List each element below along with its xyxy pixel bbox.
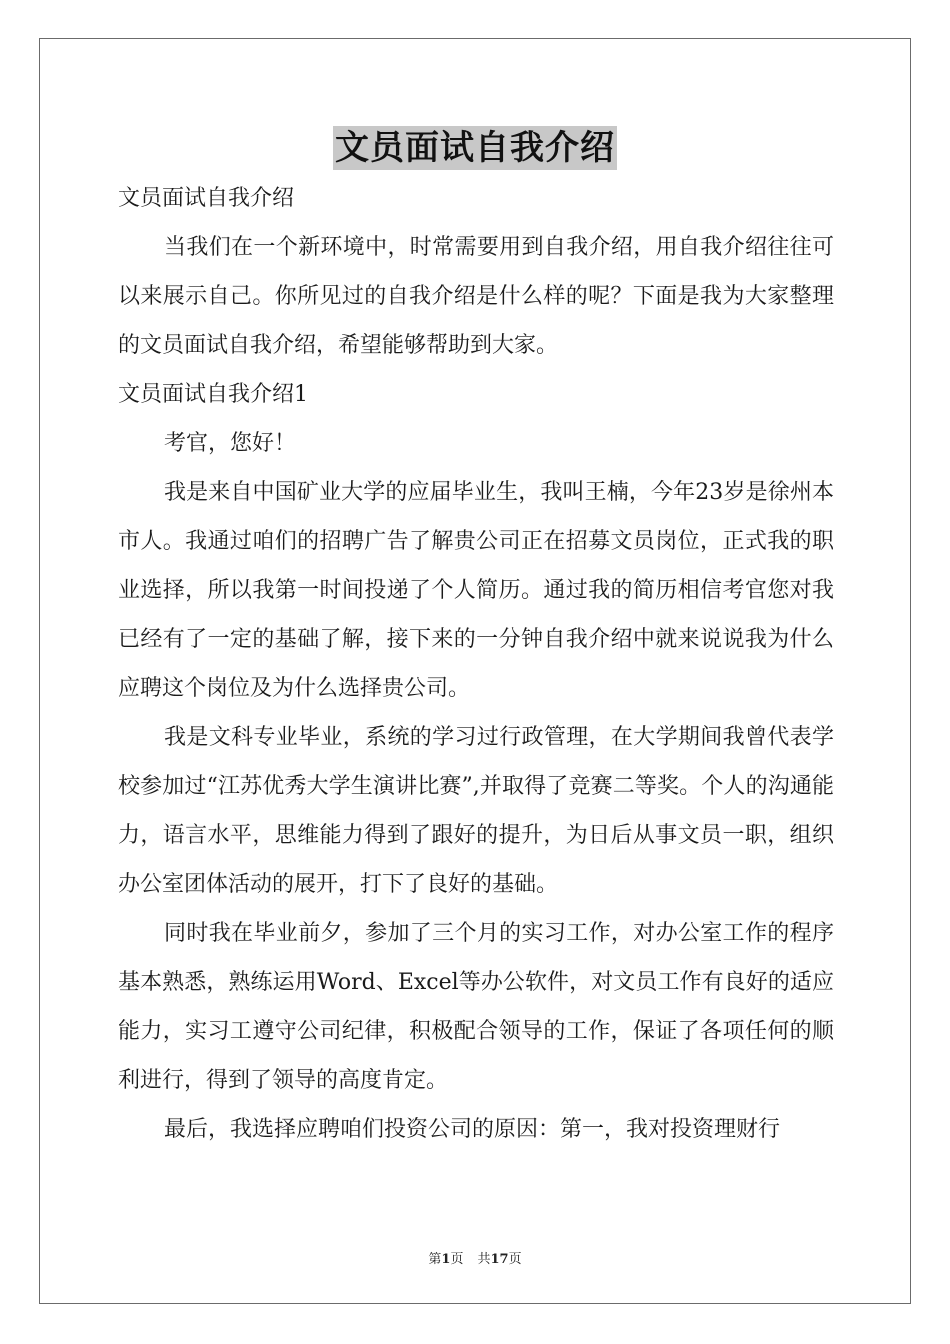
paragraph: 考官，您好！ (164, 431, 297, 456)
footer-page-current: 1 (441, 1252, 451, 1267)
title-container (0, 126, 950, 170)
footer-page-prefix: 第 (428, 1252, 442, 1267)
document-title: 文员面试自我介绍 (335, 128, 615, 168)
footer-page-label: 页 (450, 1252, 464, 1267)
paragraph: 文员面试自我介绍 (118, 186, 295, 211)
footer-page-total: 17 (490, 1252, 509, 1267)
footer-total-prefix: 共 (477, 1252, 491, 1267)
footer-total-label: 页 (508, 1252, 522, 1267)
paragraph: 文员面试自我介绍1 (118, 382, 308, 407)
document-body (118, 174, 834, 1154)
paragraph: 最后，我选择应聘咱们投资公司的原因：第一，我对投资理财行 (164, 1117, 781, 1142)
page-footer (0, 1248, 950, 1267)
paragraph: 我是来自中国矿业大学的应届毕业生，我叫王楠，今年23岁是徐州本市人。我通过咱们的招聘广告了解贵公司正在招募文员岗位，正式我的职业选择，所以我第一时间投递了个人简历。通过我的简历相信考官您对我已经有了一定的基础了解，接下来的一分钟自我介绍中就来说说我为什么应聘这个岗位及为什么选择贵公司。 (118, 480, 834, 701)
paragraph: 我是文科专业毕业，系统的学习过行政管理，在大学期间我曾代表学校参加过“江苏优秀大学生演讲比赛”,并取得了竞赛二等奖。个人的沟通能力，语言水平，思维能力得到了跟好的提升，为日后从事文员一职，组织办公室团体活动的展开，打下了良好的基础。 (118, 725, 834, 897)
paragraph: 当我们在一个新环境中，时常需要用到自我介绍，用自我介绍往往可以来展示自己。你所见过的自我介绍是什么样的呢？下面是我为大家整理的文员面试自我介绍，希望能够帮助到大家。 (118, 235, 834, 358)
paragraph: 同时我在毕业前夕，参加了三个月的实习工作，对办公室工作的程序基本熟悉，熟练运用Word、Excel等办公软件，对文员工作有良好的适应能力，实习工遵守公司纪律，积极配合领导的工作，保证了各项任何的顺利进行，得到了领导的高度肯定。 (118, 921, 834, 1093)
